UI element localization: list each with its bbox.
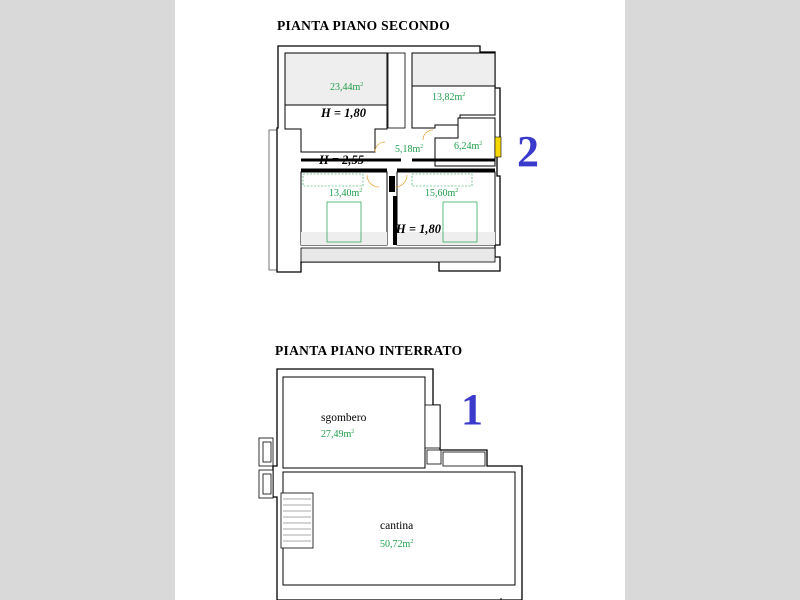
area-a4: 6,24m	[454, 141, 480, 152]
stair-basement	[281, 493, 313, 548]
room-label-cantina: cantina	[380, 520, 414, 532]
room-top-right	[412, 53, 495, 86]
area-label-cantina	[380, 539, 413, 550]
svg-text:15,60m2	[425, 188, 458, 199]
balcony-strip	[301, 248, 495, 262]
height-label-2: H = 2,55	[319, 153, 364, 167]
area-a3-sup: 2	[420, 144, 424, 150]
niche-corridor	[443, 452, 485, 466]
second-floor-title: PIANTA PIANO SECONDO	[277, 18, 451, 33]
svg-text:13,40m2	[329, 188, 362, 199]
area-sgombero-sup: 2	[351, 429, 355, 435]
svg-text:5,18m2	[395, 144, 423, 155]
area-a1-sup: 2	[360, 82, 364, 88]
area-a6: 15,60m	[425, 188, 456, 199]
area-a2: 13,82m	[432, 92, 463, 103]
basement-title: PIANTA PIANO INTERRATO	[275, 343, 463, 358]
room-bottom-left-grey	[301, 232, 387, 245]
svg-text:23,44m2	[330, 82, 363, 93]
area-a5-sup: 2	[359, 188, 363, 194]
room-label-sgombero: sgombero	[321, 412, 367, 424]
floor-plan-drawing	[175, 0, 625, 600]
area-sgombero: 27,49m	[321, 429, 352, 440]
floor-marker-2: 2	[517, 127, 539, 176]
area-a3: 5,18m	[395, 144, 421, 155]
height-label-3: H = 1,80	[396, 222, 441, 236]
corridor-pillar	[389, 176, 395, 192]
wall-bottom-divider	[393, 196, 397, 245]
svg-text:13,82m2	[432, 92, 465, 103]
room-top-left	[285, 53, 387, 105]
area-a6-sup: 2	[455, 188, 459, 194]
drawing-sheet	[175, 0, 625, 600]
area-a1: 23,44m	[330, 82, 361, 93]
area-cantina: 50,72m	[380, 539, 411, 550]
area-a2-sup: 2	[462, 92, 466, 98]
area-cantina-sup: 2	[410, 539, 414, 545]
window-highlight	[495, 137, 501, 157]
area-a5: 13,40m	[329, 188, 360, 199]
niche-right	[425, 405, 440, 448]
svg-text:6,24m2	[454, 141, 482, 152]
stair-second-floor	[388, 53, 405, 128]
light-wells	[259, 438, 273, 498]
height-label-1: H = 1,80	[321, 106, 366, 120]
floor-marker-1: 1	[461, 385, 483, 434]
niche-small	[427, 450, 441, 464]
area-a4-sup: 2	[479, 141, 483, 147]
area-label-sgombero	[321, 429, 354, 440]
